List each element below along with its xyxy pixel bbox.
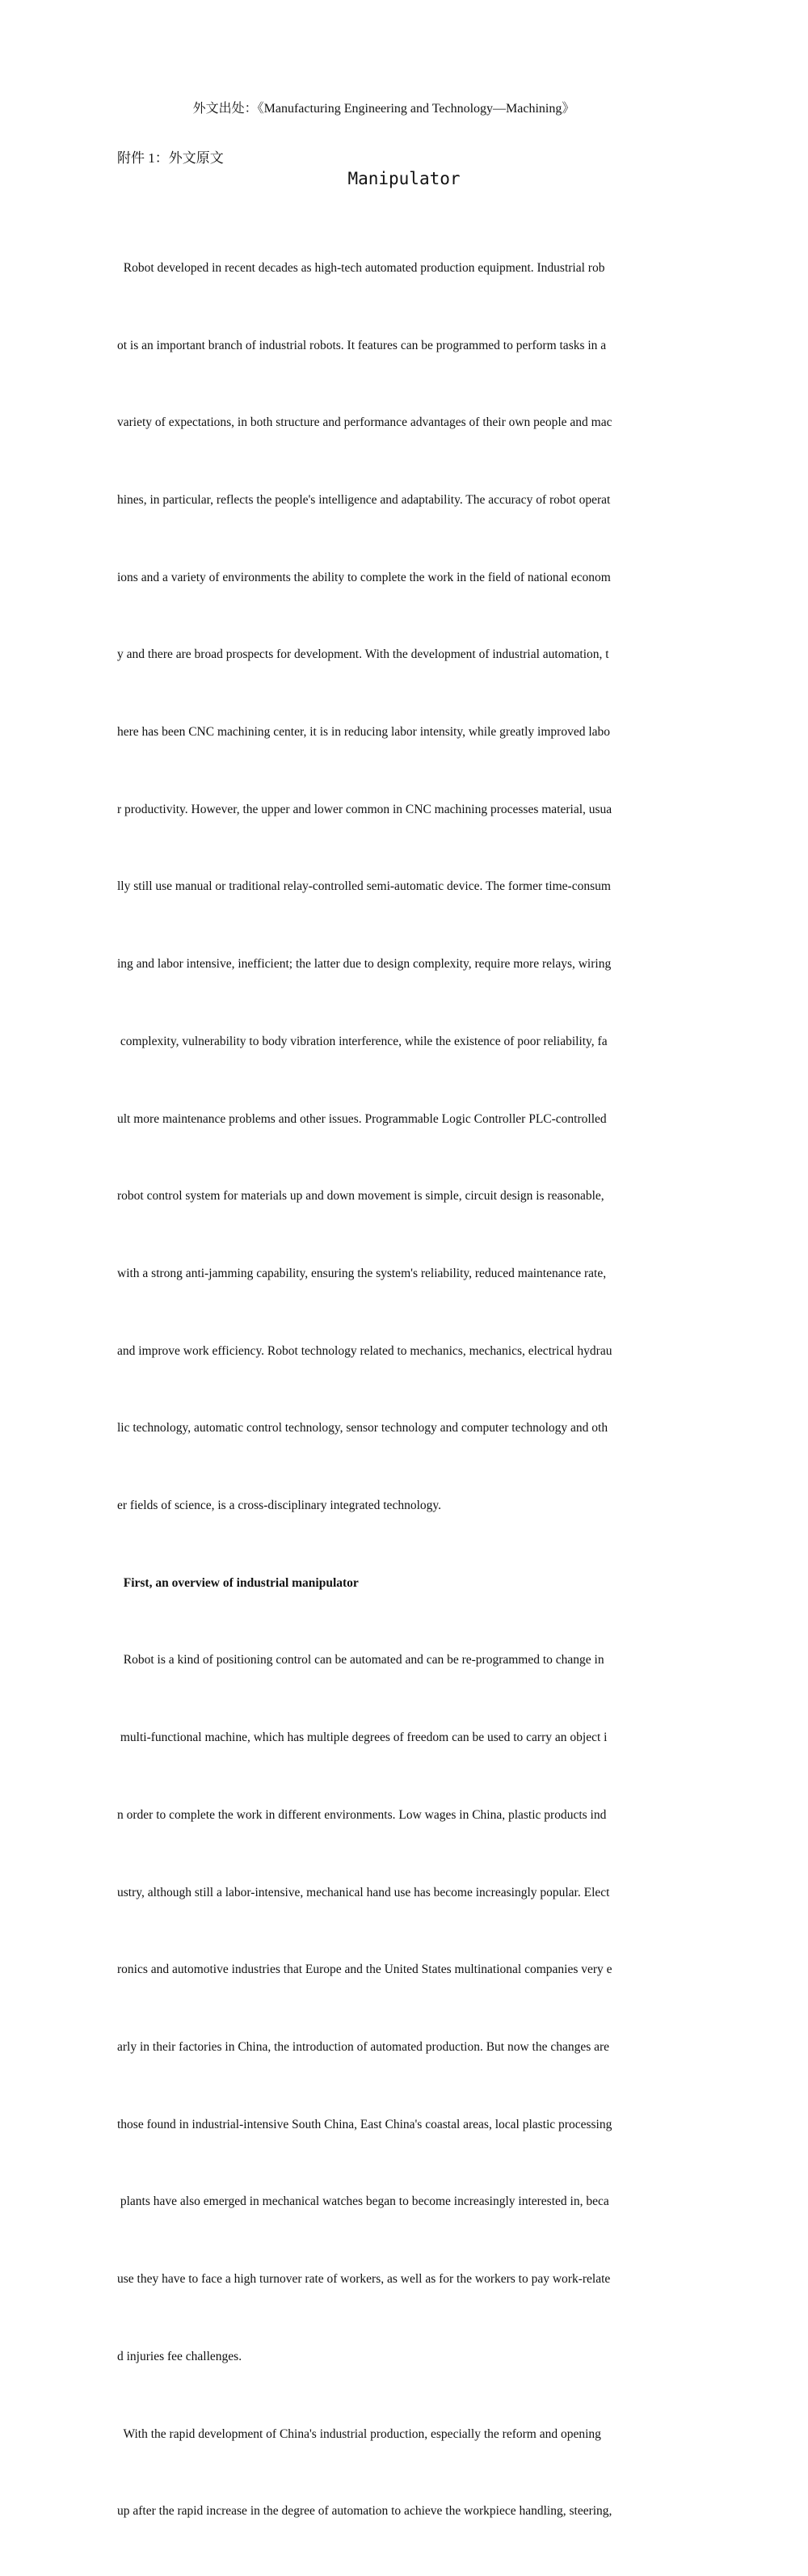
text-line: ult more maintenance problems and other issues. Programmable Logic Controller PLC-controlled <box>117 1111 607 1126</box>
text-line: Robot developed in recent decades as high-tech automated production equipment. Industrial rob <box>117 260 605 275</box>
text-line: multi-functional machine, which has multiple degrees of freedom can be used to carry an object i <box>117 1731 608 1745</box>
text-line: with a strong anti-jamming capability, ensuring the system's reliability, reduced maintenance rate, <box>117 1266 607 1280</box>
text-line: hines, in particular, reflects the people's intelligence and adaptability. The accuracy of robot operat <box>117 492 611 507</box>
text-line: r productivity. However, the upper and lower common in CNC machining processes material, usua <box>117 802 612 816</box>
text-line: lly still use manual or traditional relay-controlled semi-automatic device. The former time-consum <box>117 879 611 894</box>
text-line: ions and a variety of environments the ability to complete the work in the field of national econom <box>117 570 611 584</box>
text-line: d injuries fee challenges. <box>117 2349 242 2363</box>
section-heading: First, an overview of industrial manipulator <box>117 1575 359 1590</box>
source-citation: 外文出处：《Manufacturing Engineering and Technology—Machining》 <box>192 102 575 116</box>
text-line: With the rapid development of China's industrial production, especially the reform and opening <box>117 2426 601 2441</box>
text-line: those found in industrial-intensive South China, East China's coastal areas, local plastic processing <box>117 2117 612 2131</box>
text-line: up after the rapid increase in the degree of automation to achieve the workpiece handling, steering, <box>117 2504 612 2519</box>
body-text <box>117 204 654 2576</box>
text-line: n order to complete the work in different environments. Low wages in China, plastic products ind <box>117 1807 607 1822</box>
text-line: lic technology, automatic control technology, sensor technology and computer technology and oth <box>117 1421 608 1436</box>
document-title: Manipulator <box>347 169 461 188</box>
text-line: er fields of science, is a cross-disciplinary integrated technology. <box>117 1499 441 1513</box>
attachment-label: 附件 1：外文原文 <box>117 150 224 166</box>
text-line: ustry, although still a labor-intensive, mechanical hand use has become increasingly popular. Elect <box>117 1885 610 1899</box>
text-line: variety of expectations, in both structure and performance advantages of their own people and mac <box>117 415 612 430</box>
text-line: y and there are broad prospects for development. With the development of industrial automation, t <box>117 647 609 662</box>
text-line: robot control system for materials up and down movement is simple, circuit design is reasonable, <box>117 1189 604 1204</box>
text-line: arly in their factories in China, the introduction of automated production. But now the changes are <box>117 2039 610 2054</box>
text-line: Robot is a kind of positioning control can be automated and can be re-programmed to change in <box>117 1653 604 1667</box>
text-line: complexity, vulnerability to body vibration interference, while the existence of poor reliability, fa <box>117 1034 608 1048</box>
text-line: ronics and automotive industries that Europe and the United States multinational companies very e <box>117 1963 612 1977</box>
text-line: ot is an important branch of industrial robots. It features can be programmed to perform tasks in a <box>117 338 607 352</box>
text-line: use they have to face a high turnover rate of workers, as well as for the workers to pay work-relate <box>117 2272 611 2287</box>
text-line: and improve work efficiency. Robot technology related to mechanics, mechanics, electrical hydrau <box>117 1343 612 1358</box>
text-line: ing and labor intensive, inefficient; the latter due to design complexity, require more relays, wiring <box>117 957 612 972</box>
text-line: here has been CNC machining center, it is in reducing labor intensity, while greatly improved labo <box>117 725 611 740</box>
text-line: plants have also emerged in mechanical watches began to become increasingly interested in, beca <box>117 2194 609 2209</box>
